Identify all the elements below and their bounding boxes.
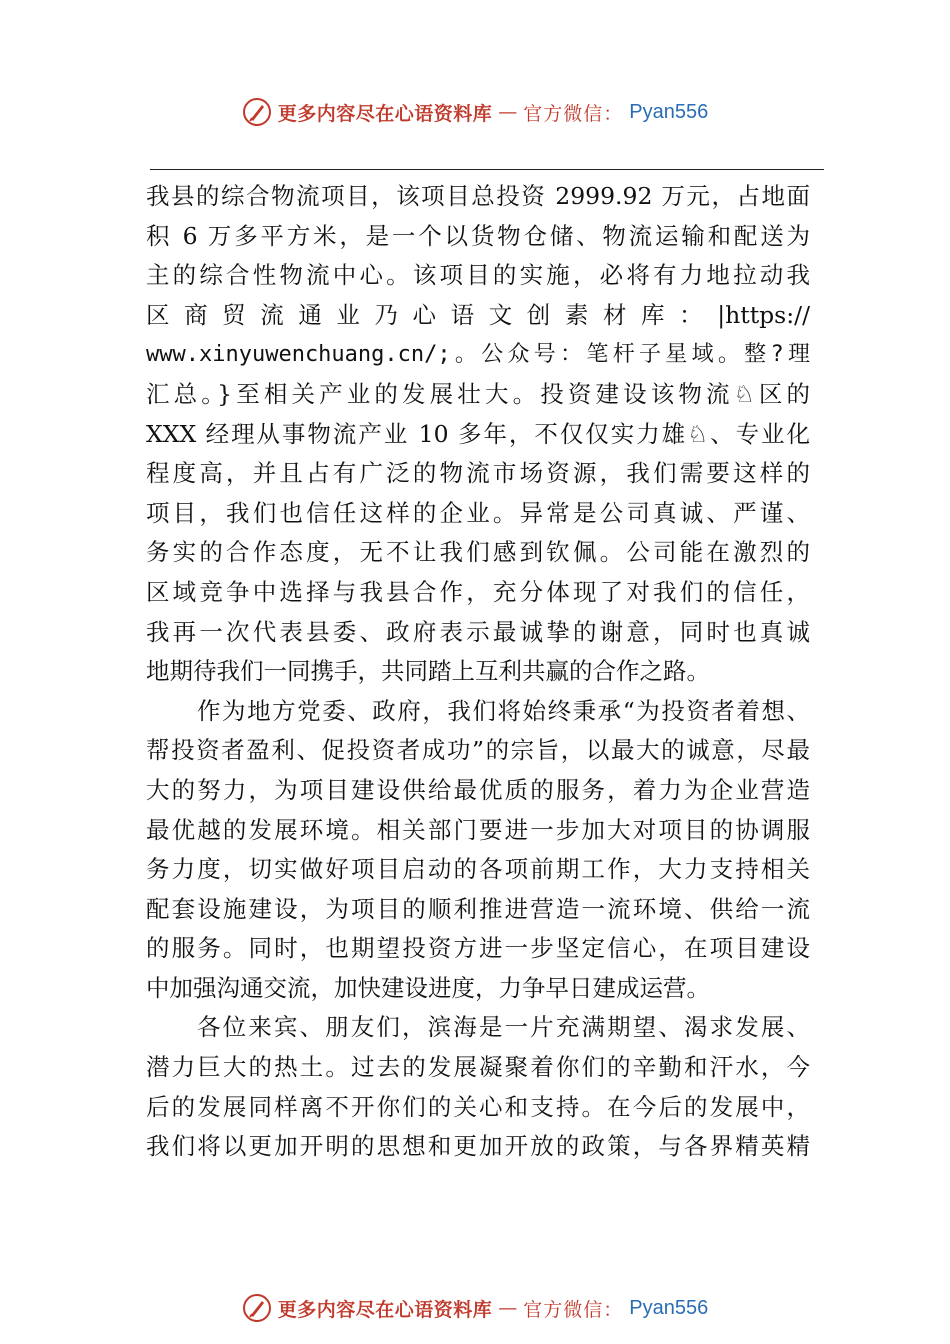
header-wechat-label: 官方微信： — [523, 102, 624, 125]
body-line: 积 6 万多平方米，是一个以货物仓储、物流运输和配送为 — [146, 221, 810, 250]
header-dash: — — [498, 101, 518, 123]
body-line: 潜力巨大的热土。过去的发展凝聚着你们的辛勤和汗水，今 — [146, 1053, 810, 1082]
body-line: 作为地方党委、政府，我们将始终秉承“为投资者着想、 — [197, 696, 810, 725]
body-line: XXX 经理从事物流产业 10 多年，不仅仅实力雄♘、专业化 — [146, 419, 810, 448]
body-line: 我再一次代表县委、政府表示最诚挚的谢意，同时也真诚 — [146, 617, 810, 646]
header-promo-text: 更多内容尽在心语资料库 — [277, 102, 493, 125]
quill-logo-icon — [242, 1293, 272, 1323]
body-line: 地期待我们一同携手，共同踏上互利共赢的合作之路。 — [146, 657, 710, 686]
body-line: 各位来宾、朋友们，滨海是一片充满期望、渴求发展、 — [197, 1013, 810, 1042]
body-line: 区域竞争中选择与我县合作，充分体现了对我们的信任， — [146, 577, 810, 606]
footer-wechat-label: 官方微信： — [523, 1298, 624, 1321]
body-line: 我县的综合物流项目，该项目总投资 2999.92 万元，占地面 — [146, 182, 810, 210]
body-line: 的服务。同时，也期望投资方进一步坚定信心，在项目建设 — [146, 934, 810, 963]
header-banner — [0, 92, 950, 132]
footer-promo-text: 更多内容尽在心语资料库 — [277, 1298, 493, 1321]
footer-dash: — — [498, 1297, 518, 1319]
body-line: 最优越的发展环境。相关部门要进一步加大对项目的协调服 — [146, 815, 810, 844]
document-body — [146, 177, 810, 1167]
body-line: 务实的合作态度，无不让我们感到钦佩。公司能在激烈的 — [146, 538, 810, 567]
footer-wechat-account: Pyan556 — [629, 1296, 709, 1319]
footer-banner — [0, 1288, 950, 1328]
body-line: 帮投资者盈利、促投资者成功”的宗旨，以最大的诚意，尽最 — [146, 736, 810, 765]
header-divider — [150, 169, 824, 170]
body-line: 配套设施建设，为项目的顺利推进营造一流环境、供给一流 — [146, 894, 810, 923]
header-wechat-account: Pyan556 — [629, 100, 709, 123]
quill-logo-icon — [242, 97, 272, 127]
body-line: www.xinyuwenchuang.cn/;。公众号：笔杆子星域。整?理 — [146, 342, 810, 368]
body-line: 区商贸流通业乃心语文创素材库：|https:// — [146, 300, 810, 329]
body-line: 项目，我们也信任这样的企业。异常是公司真诚、严谨、 — [146, 498, 810, 527]
body-line: 务力度，切实做好项目启动的各项前期工作，大力支持相关 — [146, 855, 810, 884]
body-line: 后的发展同样离不开你们的关心和支持。在今后的发展中， — [146, 1092, 810, 1121]
body-line: 程度高，并且占有广泛的物流市场资源，我们需要这样的 — [146, 459, 810, 488]
body-line: 汇总。}至相关产业的发展壮大。投资建设该物流♘区的 — [146, 379, 810, 408]
body-line: 主的综合性物流中心。该项目的实施，必将有力地拉动我 — [146, 261, 810, 290]
body-line: 中加强沟通交流，加快建设进度，力争早日建成运营。 — [146, 973, 710, 1002]
body-line: 大的努力，为项目建设供给最优质的服务，着力为企业营造 — [146, 775, 810, 804]
body-line: 我们将以更加开明的思想和更加开放的政策，与各界精英精 — [146, 1132, 810, 1161]
